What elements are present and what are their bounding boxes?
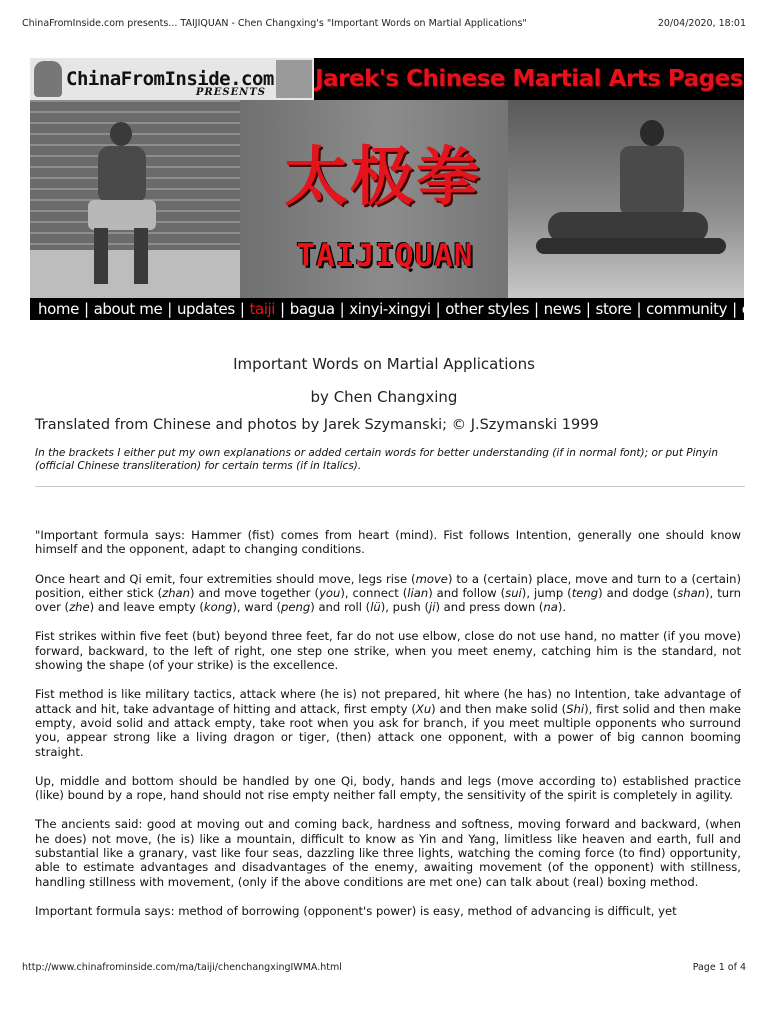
nav-link-about-me[interactable]: about me — [93, 300, 163, 318]
article-paragraph: Up, middle and bottom should be handled by one Qi, body, hands and legs (move according to) established practice (like) bound by a rope, hand should not rise empty neither fall empty, the sensitivity of the spirit is completely in agility. — [35, 773, 741, 803]
logo-text: ChinaFromInside.com — [66, 68, 274, 90]
nav-separator: | — [339, 300, 345, 318]
nav-link-updates[interactable]: updates — [176, 300, 235, 318]
pinyin-title: TAIJIQUAN — [296, 238, 474, 274]
logo-presents: PRESENTS — [195, 87, 266, 98]
nav-link-email[interactable]: email — [741, 300, 781, 318]
nav-link-community[interactable]: community — [646, 300, 728, 318]
nav-separator: | — [83, 300, 89, 318]
chinese-title: 太极拳 — [284, 140, 482, 215]
print-footer — [22, 962, 746, 973]
translator-note: In the brackets I either put my own explanations or added certain words for better understanding (if in normal font); or put Pinyin (official Chinese transliteration) for certain terms (if in Italics). — [35, 447, 718, 472]
main-nav — [30, 298, 781, 320]
nav-link-taiji[interactable]: taiji — [249, 300, 276, 318]
article-paragraph: Once heart and Qi emit, four extremities should move, legs rise (move) to a (certain) place, move and turn to a (certain) position, either stick (zhan) and move together (you), connect (lian) and follow (sui), jump (teng) and dodge (shan), turn over (zhe) and leave empty (kong), ward (peng) and roll (lü), push (ji) and press down (na). — [35, 571, 742, 615]
divider — [35, 486, 745, 487]
nav-separator: | — [167, 300, 172, 318]
site-title: Jarek's Chinese Martial Arts Pages — [315, 66, 743, 92]
article-credit: Translated from Chinese and photos by Jarek Szymanski; © J.Szymanski 1999 — [35, 417, 599, 433]
nav-link-bagua[interactable]: bagua — [289, 300, 335, 318]
article-paragraph: Important formula says: method of borrowing (opponent's power) is easy, method of advancing is difficult, yet — [35, 903, 677, 918]
article-paragraph: Fist strikes within five feet (but) beyond three feet, far do not use elbow, close do not use hand, no matter (if you move) forward, backward, to the left of right, one step one strike, when you meet enemy, catching him is the standard, not showing the shape (of your strike) is the excellence. — [35, 629, 741, 673]
article-paragraph: Fist method is like military tactics, attack where (he is) not prepared, hit where (he has) no Intention, take advantage of attack and hit, take advantage of hitting and attack, first empty (Xu) and then make solid (Shi), first solid and then make empty, avoid solid and attack empty, take root when you ask for branch, if you meet multiple opponents who surround you, appear strong like a living dragon or tiger, (then) attack one opponent, with a power of big cannon booming straight. — [35, 687, 741, 759]
site-banner — [30, 58, 781, 320]
banner-photo — [30, 100, 744, 298]
park-photo — [508, 100, 744, 298]
terracotta-warrior-icon — [34, 61, 62, 97]
nav-link-other-styles[interactable]: other styles — [445, 300, 529, 318]
logo-strip — [30, 58, 744, 100]
nav-separator: | — [636, 300, 642, 318]
article-paragraph: "Important formula says: Hammer (fist) comes from heart (mind). Fist follows Intention, generally one should know himself and the opponent, adapt to changing conditions. — [35, 528, 741, 557]
nav-link-xinyi-xingyi[interactable]: xinyi-xingyi — [349, 300, 431, 318]
site-logo[interactable] — [30, 58, 314, 100]
nav-separator: | — [585, 300, 591, 318]
print-header — [22, 18, 746, 29]
article-title: Important Words on Martial Applications — [233, 355, 535, 373]
article-paragraph: The ancients said: good at moving out and coming back, hardness and softness, moving forward and backward, (when he does) not move, (he is) like a mountain, difficult to know as Yin and Yang, limitless like heaven and earth, full and substantial like a granary, vast like four seas, dazzling like three lights, watching the coming force (to find) opportunity, able to estimate advantages and disadvantages of the enemy, awaiting movement (of the opponent) with stillness, handling stillness with movement, (only if the above conditions are met one) can talk about (real) boxing method. — [35, 817, 741, 889]
page-url: http://www.chinafrominside.com/ma/taiji/chenchangxingIWMA.html — [22, 962, 342, 973]
nav-separator: | — [534, 300, 539, 318]
nav-separator: | — [435, 300, 441, 318]
article-byline: by Chen Changxing — [310, 388, 458, 406]
print-header-title: ChinaFromInside.com presents... TAIJIQUAN - Chen Changxing's "Important Words on Martial Applications" — [22, 18, 527, 29]
nav-link-news[interactable]: news — [543, 300, 581, 318]
article-body — [35, 528, 741, 933]
author-portrait — [276, 60, 312, 98]
page-number: Page 1 of 4 — [692, 962, 746, 973]
nav-separator: | — [280, 300, 285, 318]
brick-wall-photo — [30, 100, 240, 298]
nav-separator: | — [732, 300, 737, 318]
nav-link-home[interactable]: home — [38, 300, 79, 318]
nav-link-store[interactable]: store — [595, 300, 632, 318]
print-header-date: 20/04/2020, 18:01 — [657, 18, 746, 29]
nav-separator: | — [239, 300, 245, 318]
